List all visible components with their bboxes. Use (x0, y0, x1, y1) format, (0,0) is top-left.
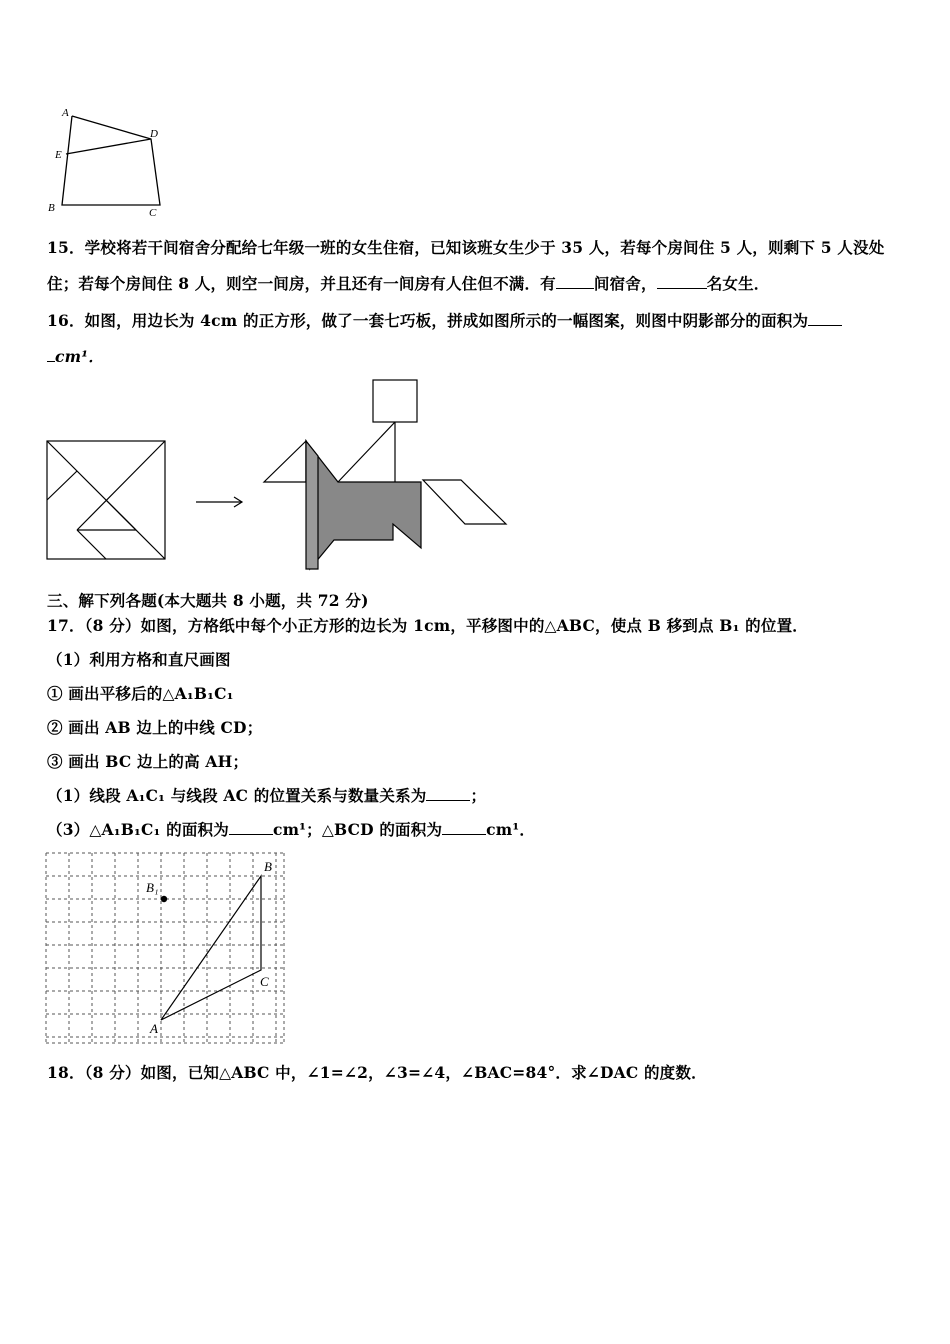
q17-blank-area1[interactable] (229, 820, 273, 835)
animal-head-square (373, 380, 417, 422)
q17-sub2 (47, 784, 486, 806)
label-e: E (55, 149, 62, 161)
q16-blank-a[interactable] (808, 311, 842, 326)
q15-line2-b: 间宿舍， (593, 274, 657, 293)
q17-item1: ① 画出平移后的△A₁B₁C₁ (47, 684, 234, 703)
q15-line2-c: 名女生． (706, 274, 770, 293)
shaded-body-side (306, 441, 318, 569)
grid-label-a: A (150, 1021, 158, 1036)
q16-line1-text: 16．如图，用边长为 4cm 的正方形，做了一套七巧板，拼成如图所示的一幅图案，则图中阴影部分的面积为 (47, 311, 809, 330)
grid-label-c: C (260, 974, 269, 989)
animal-neck (338, 422, 395, 482)
label-b: B (48, 202, 55, 214)
q18-line1: 18．（8 分）如图，已知△ABC 中，∠1=∠2，∠3=∠4，∠BAC=84°．求∠DAC 的度数． (47, 1063, 707, 1082)
q17-sub3-a: （3）△A₁B₁C₁ 的面积为 (47, 820, 229, 839)
animal-tail (264, 441, 306, 482)
q15-line2 (47, 272, 770, 294)
q17-item3: ③ 画出 BC 边上的高 AH； (47, 752, 249, 771)
q17-sub2-a: （1）线段 A₁C₁ 与线段 AC 的位置关系与数量关系为 (47, 786, 427, 805)
section3-title: 三、解下列各题(本大题共 8 小题，共 72 分) (47, 591, 369, 610)
q17-sub1: （1）利用方格和直尺画图 (47, 650, 231, 669)
q16-blank-b[interactable] (47, 347, 55, 362)
q15-line1: 15．学校将若干间宿舍分配给七年级一班的女生住宿，已知该班女生少于 35 人，若每个房间住 5 人，则剩下 5 人没处 (47, 238, 885, 257)
tangram-piece-line (77, 530, 106, 559)
q17-sub3-c: cm¹． (486, 820, 536, 839)
q17-sub3 (47, 818, 535, 840)
q17-blank-relation[interactable] (426, 786, 470, 801)
q17-sub3-b: cm¹；△BCD 的面积为 (272, 820, 443, 839)
quadrilateral-figure (44, 104, 174, 220)
label-d: D (150, 128, 158, 140)
q16-line2-text: cm¹． (55, 347, 104, 366)
segment-ed (66, 139, 151, 154)
q17-line1: 17．（8 分）如图，方格纸中每个小正方形的边长为 1cm，平移图中的△ABC，使点 B 移到点 B₁ 的位置． (47, 616, 808, 635)
tangram-piece-line (77, 441, 165, 530)
shaded-body (306, 441, 421, 569)
q17-blank-area2[interactable] (442, 820, 486, 835)
q16-line1 (47, 309, 842, 331)
point-b1 (161, 896, 167, 902)
grid-label-b: B (264, 859, 272, 874)
grid-figure (44, 851, 288, 1047)
triangle-abc (161, 876, 261, 1020)
label-a: A (62, 107, 69, 119)
tangram-figure (40, 374, 520, 574)
q17-sub2-b: ； (470, 786, 487, 805)
grid-label-b1: B₁ (146, 880, 159, 895)
tangram-piece-line (47, 471, 77, 500)
q15-line2-a: 住；若每个房间住 8 人，则空一间房，并且还有一间房有人住但不满．有 (47, 274, 556, 293)
q15-blank-girls[interactable] (657, 274, 707, 289)
quad-outline (62, 116, 160, 205)
q17-item2: ② 画出 AB 边上的中线 CD； (47, 718, 263, 737)
q16-line2 (47, 345, 104, 367)
q15-blank-rooms[interactable] (556, 274, 594, 289)
animal-leg-parallelogram (423, 480, 506, 524)
tangram-piece-line (106, 500, 136, 530)
label-c: C (149, 207, 157, 219)
